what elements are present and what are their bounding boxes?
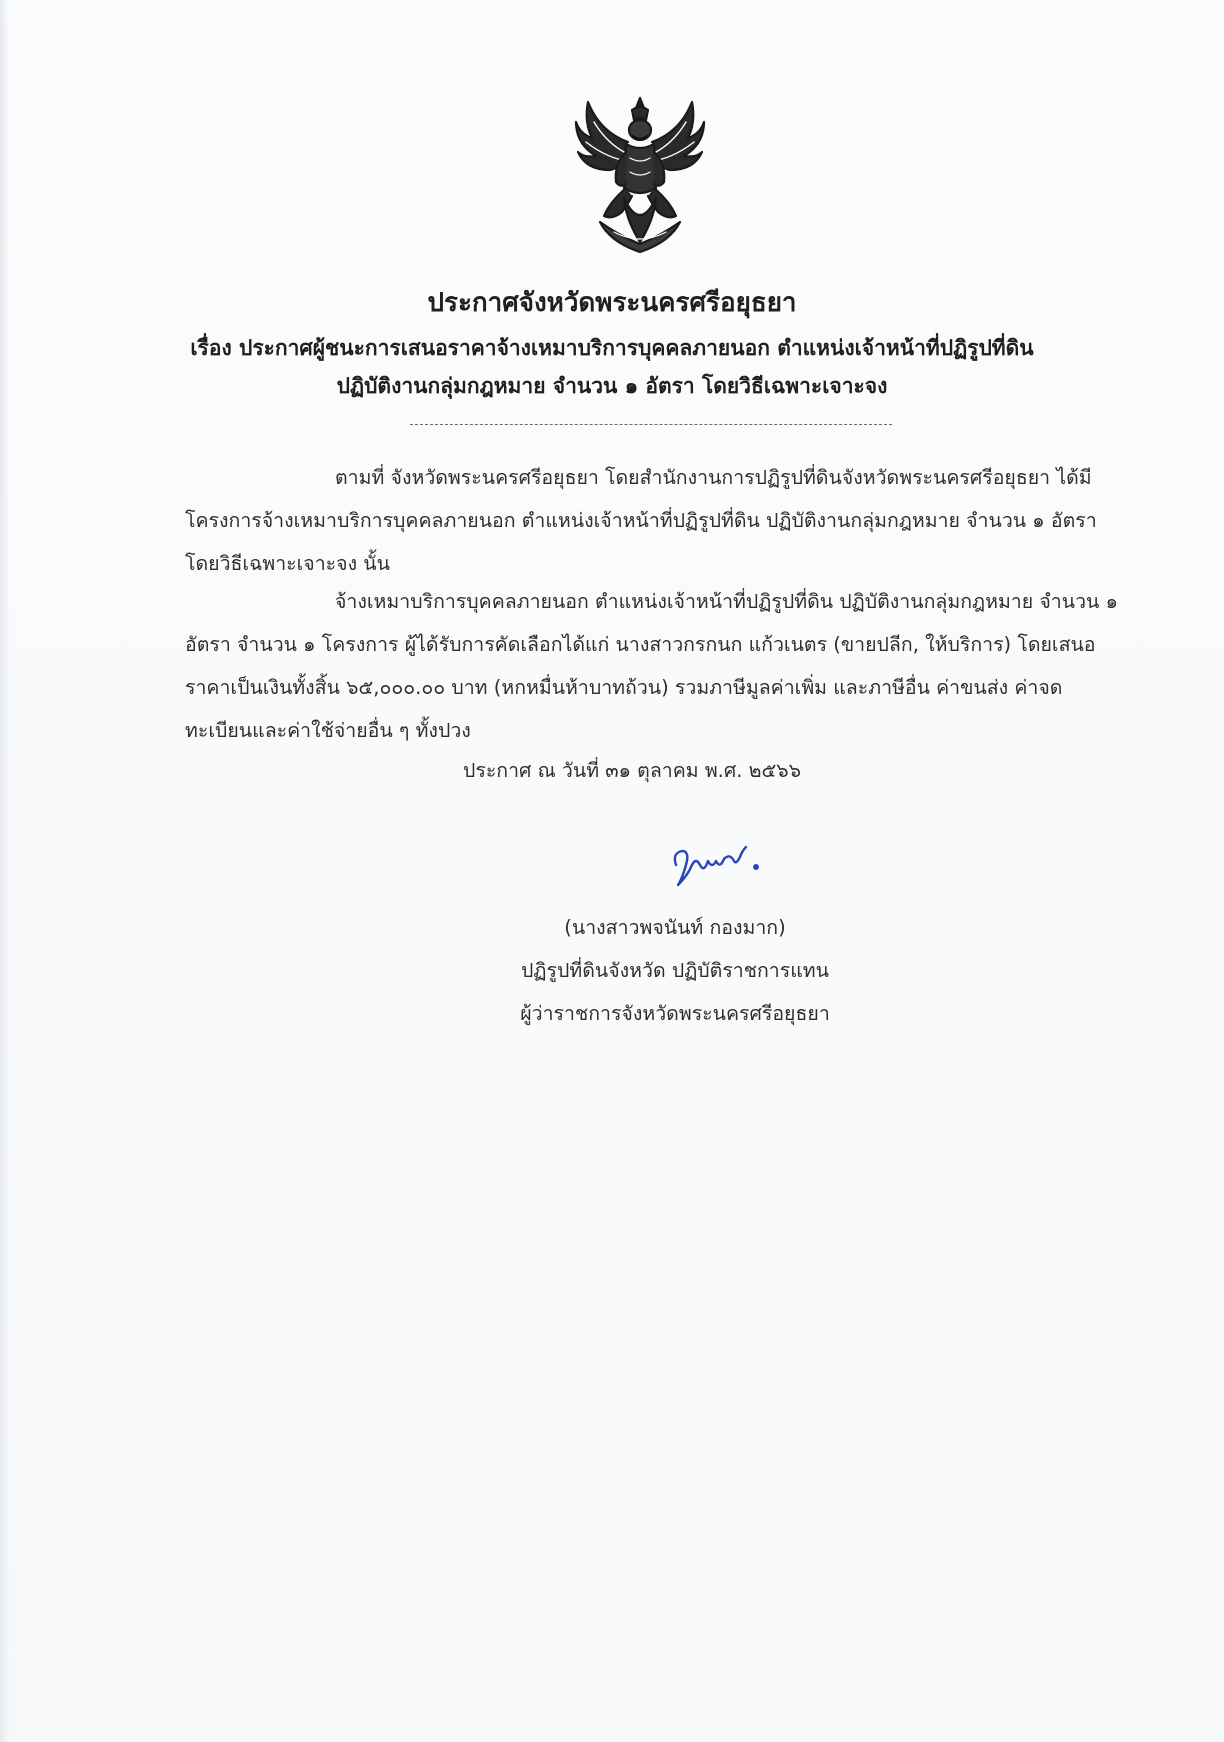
document-title: ประกาศจังหวัดพระนครศรีอยุธยา (427, 288, 797, 318)
signer-position-2: ผู้ว่าราชการจังหวัดพระนครศรีอยุธยา (520, 1002, 830, 1025)
title-divider (410, 424, 892, 425)
signer-name: (นางสาวพจนันท์ กองมาก) (564, 916, 786, 939)
body-paragraph-1 (185, 456, 1120, 585)
document-subject-line-1: เรื่อง ประกาศผู้ชนะการเสนอราคาจ้างเหมาบริการบุคคลภายนอก ตำแหน่งเจ้าหน้าที่ปฏิรูปที่ดิน (190, 336, 1034, 360)
handwritten-signature-icon (668, 835, 768, 895)
announcement-date: ประกาศ ณ วันที่ ๓๑ ตุลาคม พ.ศ. ๒๕๖๖ (462, 759, 802, 782)
paragraph-1-text: ตามที่ จังหวัดพระนครศรีอยุธยา โดยสำนักงานการปฏิรูปที่ดินจังหวัดพระนครศรีอยุธยา ได้มีโครงการจ้างเหมาบริการบุคคลภายนอก ตำแหน่งเจ้าหน้าที่ปฏิรูปที่ดิน ปฏิบัติงานกลุ่มกฎหมาย จำนวน ๑ อัตรา โดยวิธีเฉพาะเจาะจง นั้น (185, 466, 1097, 575)
signer-position-1: ปฏิรูปที่ดินจังหวัด ปฏิบัติราชการแทน (521, 959, 829, 982)
body-paragraph-2 (185, 580, 1120, 752)
paragraph-2-text: จ้างเหมาบริการบุคคลภายนอก ตำแหน่งเจ้าหน้าที่ปฏิรูปที่ดิน ปฏิบัติงานกลุ่มกฎหมาย จำนวน ๑ อัตรา จำนวน ๑ โครงการ ผู้ได้รับการคัดเลือกได้แก่ นางสาวกรกนก แก้วเนตร (ขายปลีก, ให้บริการ) โดยเสนอราคาเป็นเงินทั้งสิ้น ๖๕,๐๐๐.๐๐ บาท (หกหมื่นห้าบาทถ้วน) รวมภาษีมูลค่าเพิ่ม และภาษีอื่น ค่าขนส่ง ค่าจดทะเบียนและค่าใช้จ่ายอื่น ๆ ทั้งปวง (185, 590, 1118, 742)
garuda-emblem-icon (570, 92, 710, 258)
document-subject-line-2: ปฏิบัติงานกลุ่มกฎหมาย จำนวน ๑ อัตรา โดยวิธีเฉพาะเจาะจง (336, 374, 888, 398)
scan-edge-shadow (0, 0, 10, 1742)
